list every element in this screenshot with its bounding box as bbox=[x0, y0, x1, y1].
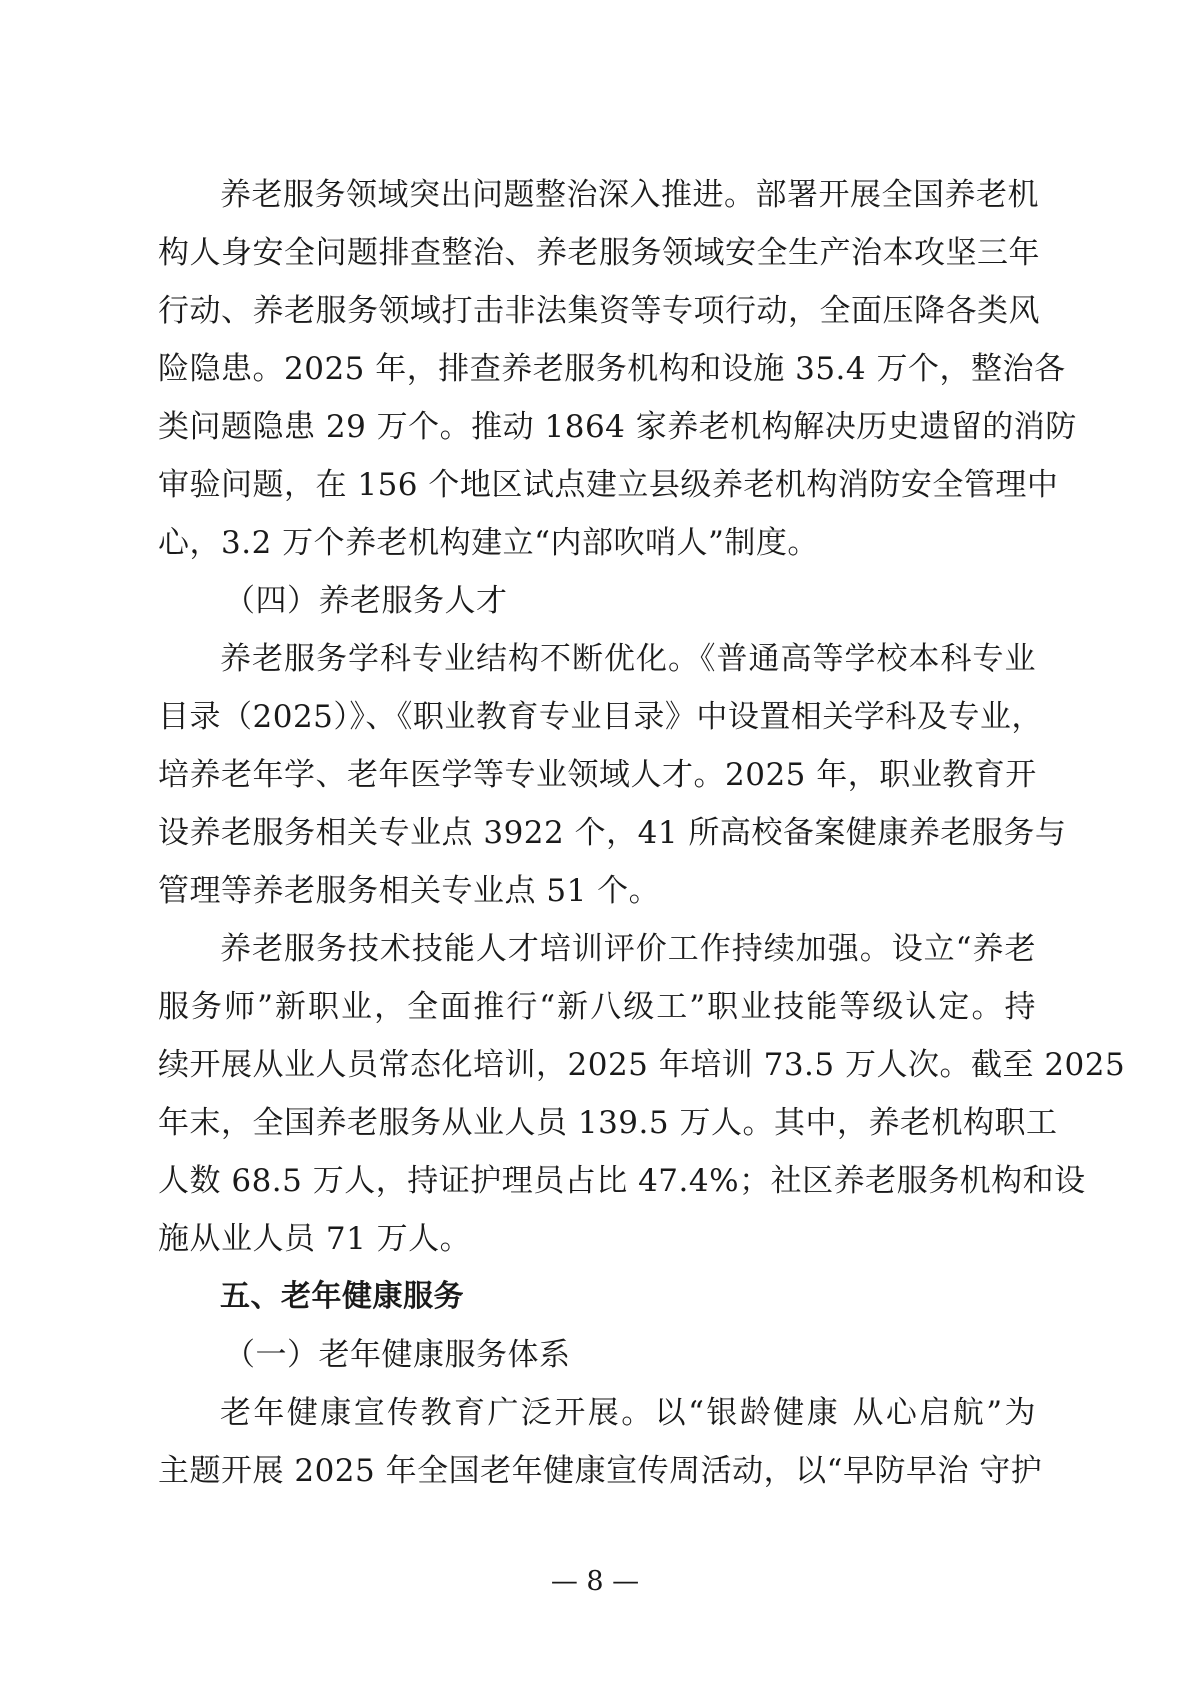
section-heading: 五、老年健康服务 bbox=[220, 1279, 464, 1314]
paragraph-line: 构人身安全问题排查整治、养老服务领域安全生产治本攻坚三年 bbox=[158, 235, 1040, 271]
paragraph-line: 老年健康宣传教育广泛开展。以“银龄健康 从心启航”为 bbox=[220, 1395, 1036, 1431]
paragraph-line: 年末，全国养老服务从业人员 139.5 万人。其中，养老机构职工 bbox=[158, 1105, 1058, 1141]
paragraph-line: 险隐患。2025 年，排查养老服务机构和设施 35.4 万个，整治各 bbox=[158, 351, 1066, 387]
paragraph-line: 续开展从业人员常态化培训，2025 年培训 73.5 万人次。截至 2025 bbox=[158, 1047, 1126, 1083]
subsection-heading: （一）老年健康服务体系 bbox=[224, 1337, 571, 1373]
paragraph-line: 养老服务学科专业结构不断优化。《普通高等学校本科专业 bbox=[220, 641, 1036, 677]
paragraph-line: 审验问题，在 156 个地区试点建立县级养老机构消防安全管理中 bbox=[158, 467, 1059, 503]
page-number: — 8 — bbox=[550, 1566, 640, 1597]
paragraph-line: 服务师”新职业，全面推行“新八级工”职业技能等级认定。持 bbox=[158, 989, 1036, 1025]
paragraph-line: 行动、养老服务领域打击非法集资等专项行动，全面压降各类风 bbox=[158, 293, 1040, 329]
paragraph-line: 管理等养老服务相关专业点 51 个。 bbox=[158, 873, 661, 909]
paragraph-line: 养老服务领域突出问题整治深入推进。部署开展全国养老机 bbox=[220, 177, 1039, 213]
paragraph-line: 主题开展 2025 年全国老年健康宣传周活动，以“早防早治 守护 bbox=[158, 1453, 1043, 1489]
paragraph-line: 培养老年学、老年医学等专业领域人才。2025 年，职业教育开 bbox=[158, 757, 1037, 793]
paragraph-line: 施从业人员 71 万人。 bbox=[158, 1221, 472, 1257]
paragraph-line: 类问题隐患 29 万个。推动 1864 家养老机构解决历史遗留的消防 bbox=[158, 409, 1077, 445]
paragraph-line: 设养老服务相关专业点 3922 个，41 所高校备案健康养老服务与 bbox=[158, 815, 1067, 851]
document-body bbox=[158, 166, 1126, 1500]
subsection-heading: （四）养老服务人才 bbox=[224, 583, 508, 619]
paragraph-line: 心，3.2 万个养老机构建立“内部吹哨人”制度。 bbox=[158, 525, 819, 561]
paragraph-line: 养老服务技术技能人才培训评价工作持续加强。设立“养老 bbox=[220, 931, 1036, 967]
paragraph-line: 人数 68.5 万人，持证护理员占比 47.4%；社区养老服务机构和设 bbox=[158, 1163, 1086, 1199]
paragraph-line: 目录（2025）》、《职业教育专业目录》中设置相关学科及专业， bbox=[158, 699, 1043, 735]
